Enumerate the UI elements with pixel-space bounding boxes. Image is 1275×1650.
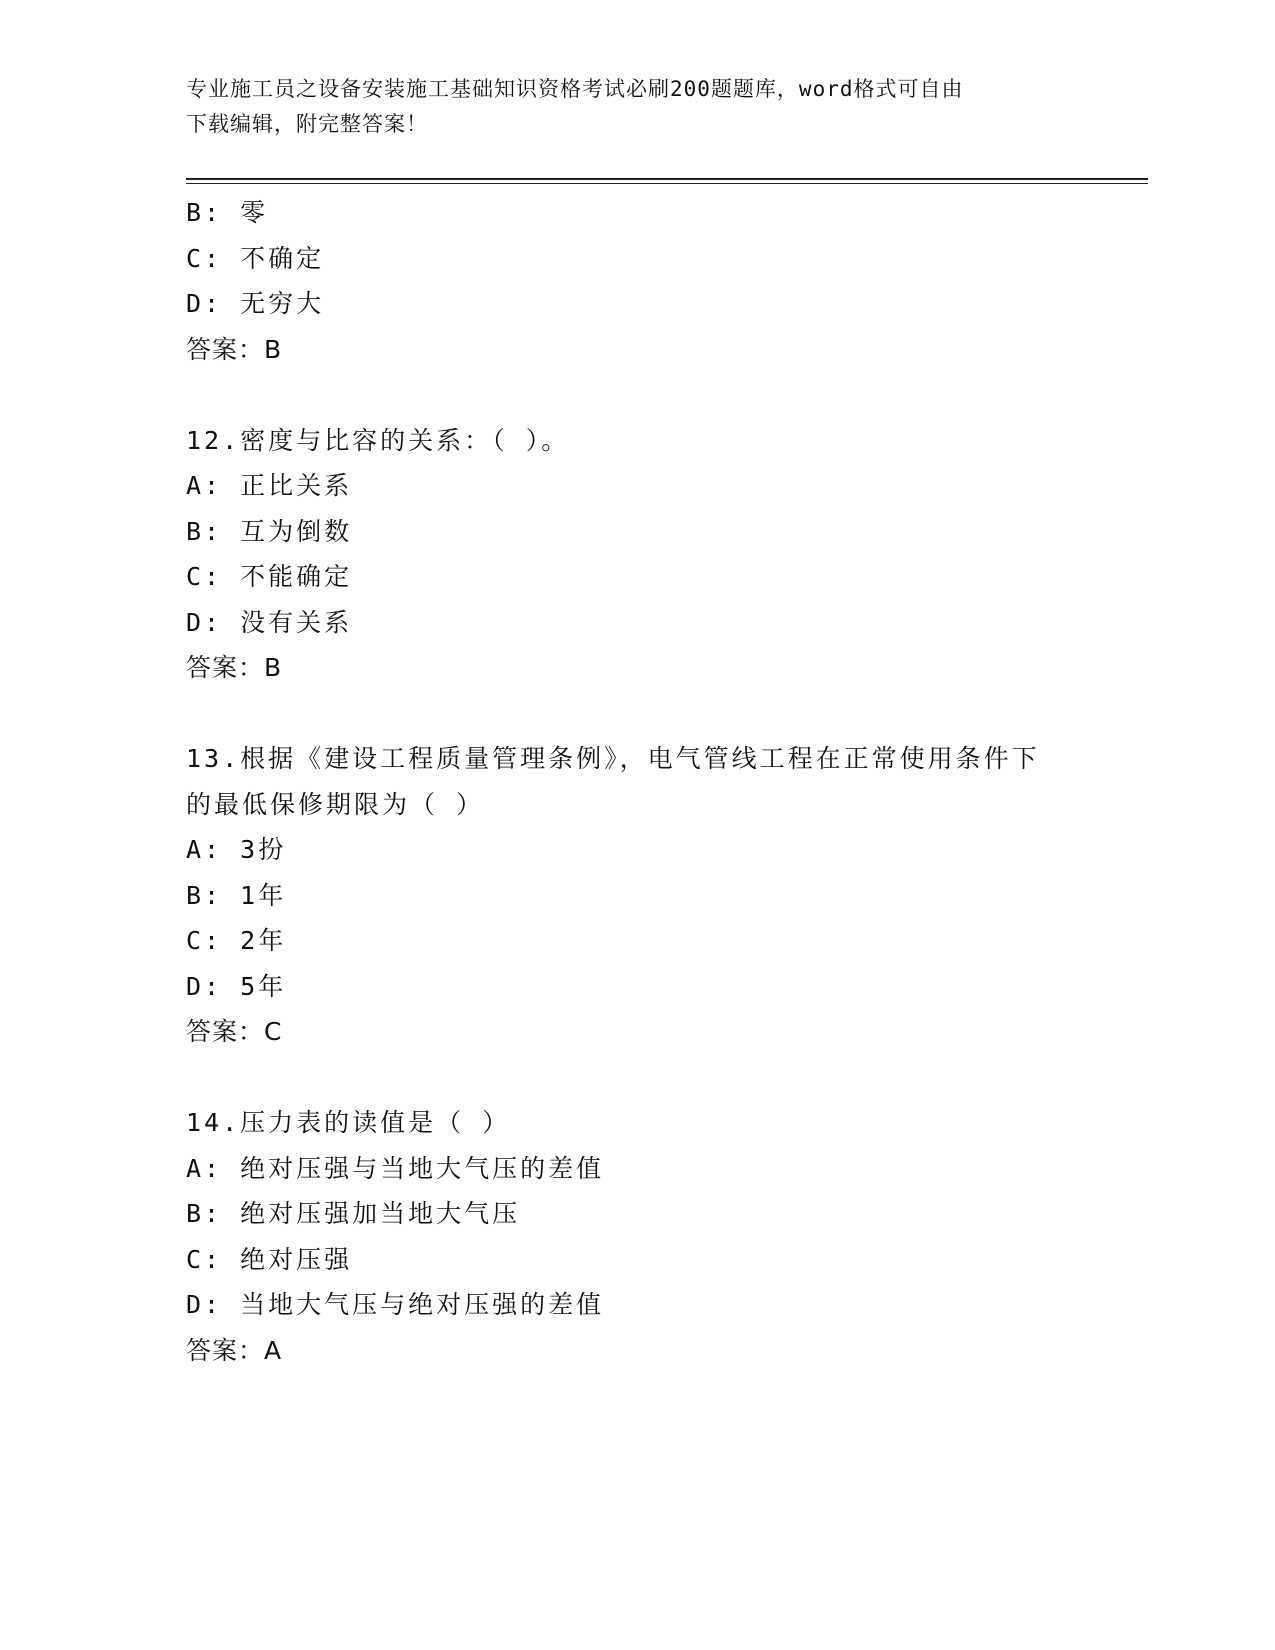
question-list — [186, 190, 1086, 1373]
question-12-option-b: B: 互为倒数 — [186, 516, 353, 546]
question-13-option-a: A: 3扮 — [186, 835, 287, 864]
question-13-option-c: C: 2年 — [186, 926, 287, 955]
spacer — [186, 1055, 1086, 1101]
question-11-answer: 答案：B — [186, 334, 283, 364]
question-12 — [186, 418, 1086, 691]
document-header — [186, 72, 1086, 142]
header-divider — [186, 178, 1148, 184]
question-11-option-c: C: 不确定 — [186, 243, 325, 273]
question-14-stem: 14.压力表的读值是（ ） — [186, 1108, 511, 1137]
question-13-answer: 答案：C — [186, 1017, 283, 1046]
question-13-option-d: D: 5年 — [186, 971, 287, 1001]
question-11-option-d: D: 无穷大 — [186, 289, 325, 318]
question-14-answer: 答案：A — [186, 1335, 283, 1365]
question-12-stem: 12.密度与比容的关系：（ ）。 — [186, 425, 570, 455]
spacer — [186, 691, 1086, 737]
question-13 — [186, 736, 1086, 1055]
question-11-option-b: B: 零 — [186, 198, 269, 227]
question-13-stem-line-2: 的最低保修期限为（ ） — [186, 789, 485, 819]
question-14-option-b: B: 绝对压强加当地大气压 — [186, 1199, 521, 1228]
question-11 — [186, 190, 1086, 372]
question-12-option-d: D: 没有关系 — [186, 607, 353, 637]
question-14-option-a: A: 绝对压强与当地大气压的差值 — [186, 1153, 605, 1183]
question-14-option-c: C: 绝对压强 — [186, 1244, 353, 1274]
question-12-option-c: C: 不能确定 — [186, 562, 353, 591]
question-13-option-b: B: 1年 — [186, 880, 287, 910]
question-14-option-d: D: 当地大气压与绝对压强的差值 — [186, 1290, 605, 1319]
header-title-line-1: 专业施工员之设备安装施工基础知识资格考试必刷200题题库，word格式可自由 — [186, 77, 964, 101]
question-12-option-a: A: 正比关系 — [186, 471, 353, 500]
question-12-answer: 答案：B — [186, 653, 283, 682]
question-13-stem-line-1: 13.根据《建设工程质量管理条例》，电气管线工程在正常使用条件下 — [186, 744, 1040, 773]
header-title-line-2: 下载编辑，附完整答案！ — [186, 112, 428, 136]
spacer — [186, 372, 1086, 418]
question-14 — [186, 1100, 1086, 1373]
